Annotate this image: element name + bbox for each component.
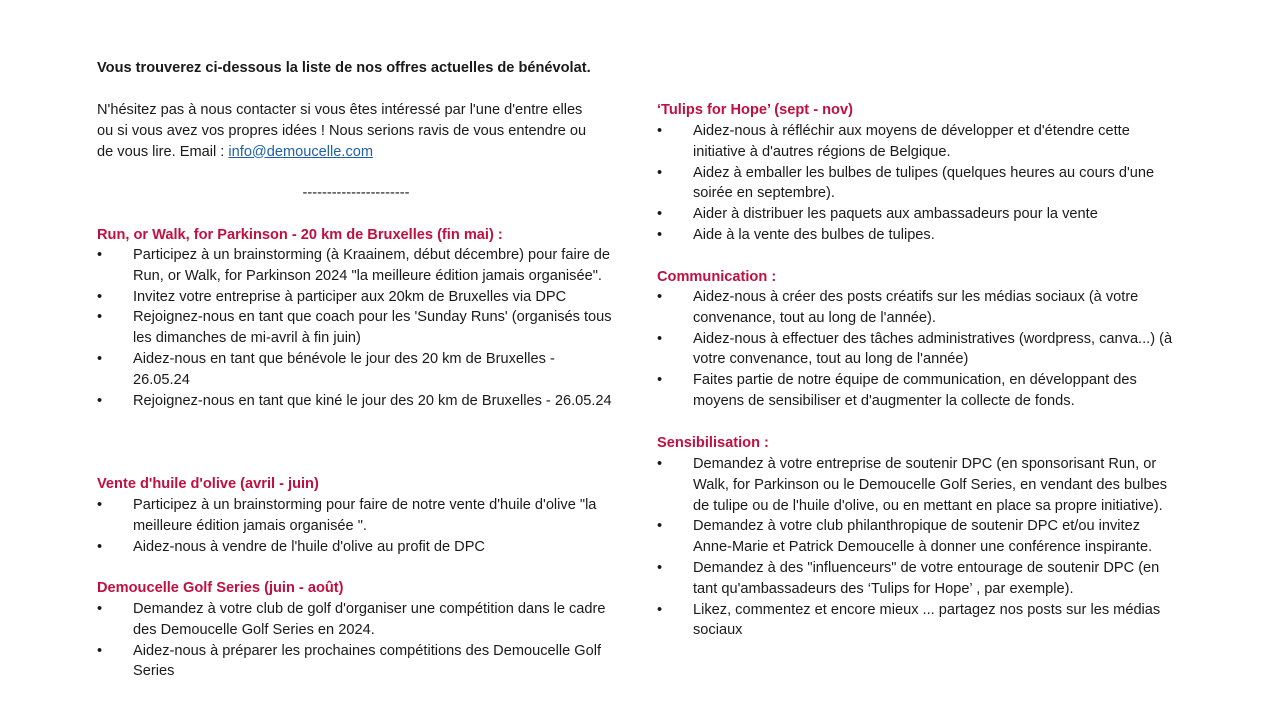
- list-item-text: Participez à un brainstorming (à Kraainem, début décembre) pour faire de Run, or Walk, for Parkinson 2024 "la meilleure édition jamais organisée".: [133, 247, 610, 284]
- list-golf: [97, 599, 615, 682]
- list-item: [657, 121, 1177, 163]
- bullet-icon: •: [657, 518, 663, 535]
- list-tulips: [657, 121, 1177, 246]
- list-item: [657, 454, 1177, 516]
- list-item-text: Demandez à votre club philanthropique de soutenir DPC et/ou invitez Anne-Marie et Patrick Demoucelle à donner une conférence inspirante.: [693, 518, 1153, 556]
- list-item: [657, 558, 1177, 600]
- list-item-text: Demandez à votre entreprise de soutenir DPC (en sponsorisant Run, or Walk, for Parkinson ou le Demoucelle Golf Series, en vendant des bulbes de tulipe ou de l'huile d'olive, ou en mettant en place sa propre initiative).: [693, 456, 1168, 514]
- list-run-walk: [97, 245, 615, 411]
- bullet-icon: •: [97, 288, 103, 305]
- bullet-icon: •: [657, 206, 663, 223]
- email-link[interactable]: info@demoucelle.com: [228, 143, 374, 160]
- section-title-run-walk: Run, or Walk, for Parkinson - 20 km de Bruxelles (fin mai) :: [97, 227, 503, 243]
- separator: ----------------------: [302, 185, 410, 201]
- list-item-text: Aidez-nous à préparer les prochaines compétitions des Demoucelle Golf Series: [133, 642, 602, 680]
- bullet-icon: •: [657, 456, 663, 472]
- intro-paragraph: [97, 100, 597, 162]
- list-sensibilisation: [657, 454, 1177, 641]
- bullet-icon: •: [657, 164, 663, 181]
- list-item: [97, 391, 615, 412]
- list-item-text: Aidez-nous à vendre de l'huile d'olive au profit de DPC: [133, 538, 485, 555]
- list-item-text: Demandez à votre club de golf d'organiser une compétition dans le cadre des Demoucelle Golf Series en 2024.: [133, 601, 606, 638]
- list-item: [657, 204, 1177, 225]
- list-item-text: Invitez votre entreprise à participer aux 20km de Bruxelles via DPC: [133, 288, 567, 305]
- list-item-text: Aidez-nous à réfléchir aux moyens de développer et d'étendre cette initiative à d'autres régions de Belgique.: [693, 123, 1130, 160]
- list-item-text: Aider à distribuer les paquets aux ambassadeurs pour la vente: [693, 206, 1098, 223]
- bullet-icon: •: [97, 642, 103, 659]
- list-item: [97, 495, 615, 537]
- list-item: [657, 225, 1177, 246]
- list-item-text: Rejoignez-nous en tant que coach pour les 'Sunday Runs' (organisés tous les dimanches de mi-avril à fin juin): [133, 309, 612, 347]
- list-item: [97, 599, 615, 641]
- list-item: [657, 329, 1177, 371]
- bullet-icon: •: [657, 289, 663, 305]
- list-item: [97, 245, 615, 287]
- list-item-text: Participez à un brainstorming pour faire de notre vente d'huile d'olive "la meilleure édition jamais organisée ".: [133, 497, 597, 534]
- list-item-text: Aidez à emballer les bulbes de tulipes (quelques heures au cours d'une soirée en septembre).: [693, 164, 1155, 202]
- bullet-icon: •: [657, 330, 663, 347]
- section-title-sensibilisation: Sensibilisation :: [657, 435, 769, 451]
- section-title-tulips: ‘Tulips for Hope’ (sept - nov): [657, 102, 853, 118]
- bullet-icon: •: [657, 601, 663, 618]
- list-item: [97, 287, 615, 308]
- bullet-icon: •: [97, 350, 103, 367]
- bullet-icon: •: [97, 247, 103, 263]
- bullet-icon: •: [657, 559, 663, 576]
- list-olive-oil: [97, 495, 615, 557]
- bullet-icon: •: [657, 372, 663, 389]
- list-item-text: Aidez-nous à créer des posts créatifs sur les médias sociaux (à votre convenance, tout au long de l'année).: [693, 289, 1139, 326]
- list-item: [657, 163, 1177, 205]
- list-item-text: Faites partie de notre équipe de communication, en développant des moyens de sensibiliser et d'augmenter la collecte de fonds.: [693, 372, 1137, 409]
- list-item: [657, 516, 1177, 558]
- bullet-icon: •: [97, 601, 103, 617]
- list-item-text: Aidez-nous à effectuer des tâches administratives (wordpress, canva...) (à votre convenance, tout au long de l'année): [693, 330, 1173, 368]
- list-item-text: Aide à la vente des bulbes de tulipes.: [693, 226, 935, 243]
- list-item-text: Rejoignez-nous en tant que kiné le jour des 20 km de Bruxelles - 26.05.24: [133, 392, 612, 409]
- list-item: [97, 349, 615, 391]
- list-item-text: Demandez à des "influenceurs" de votre entourage de soutenir DPC (en tant qu'ambassadeurs des ‘Tulips for Hope’ , par exemple).: [693, 559, 1160, 597]
- bullet-icon: •: [657, 226, 663, 243]
- section-title-olive-oil: Vente d'huile d'olive (avril - juin): [97, 476, 319, 492]
- section-title-golf: Demoucelle Golf Series (juin - août): [97, 580, 344, 596]
- section-title-communication: Communication :: [657, 269, 777, 285]
- intro-text: N'hésitez pas à nous contacter si vous êtes intéressé par l'une d'entre elles ou si vous avez vos propres idées ! Nous serions ravis de vous entendre ou de vous lire. Email :: [97, 102, 587, 160]
- list-item: [97, 537, 615, 558]
- list-item: [97, 307, 615, 349]
- list-item-text: Likez, commentez et encore mieux ... partagez nos posts sur les médias sociaux: [693, 601, 1161, 639]
- list-communication: [657, 287, 1177, 412]
- bullet-icon: •: [97, 497, 103, 513]
- list-item-text: Aidez-nous en tant que bénévole le jour des 20 km de Bruxelles - 26.05.24: [133, 350, 555, 388]
- list-item: [657, 370, 1177, 412]
- list-item: [657, 287, 1177, 329]
- list-item: [97, 641, 615, 683]
- bullet-icon: •: [97, 309, 103, 326]
- bullet-icon: •: [657, 123, 663, 139]
- bullet-icon: •: [97, 392, 103, 409]
- intro-heading: Vous trouverez ci-dessous la liste de nos offres actuelles de bénévolat.: [97, 60, 591, 76]
- bullet-icon: •: [97, 538, 103, 555]
- list-item: [657, 600, 1177, 642]
